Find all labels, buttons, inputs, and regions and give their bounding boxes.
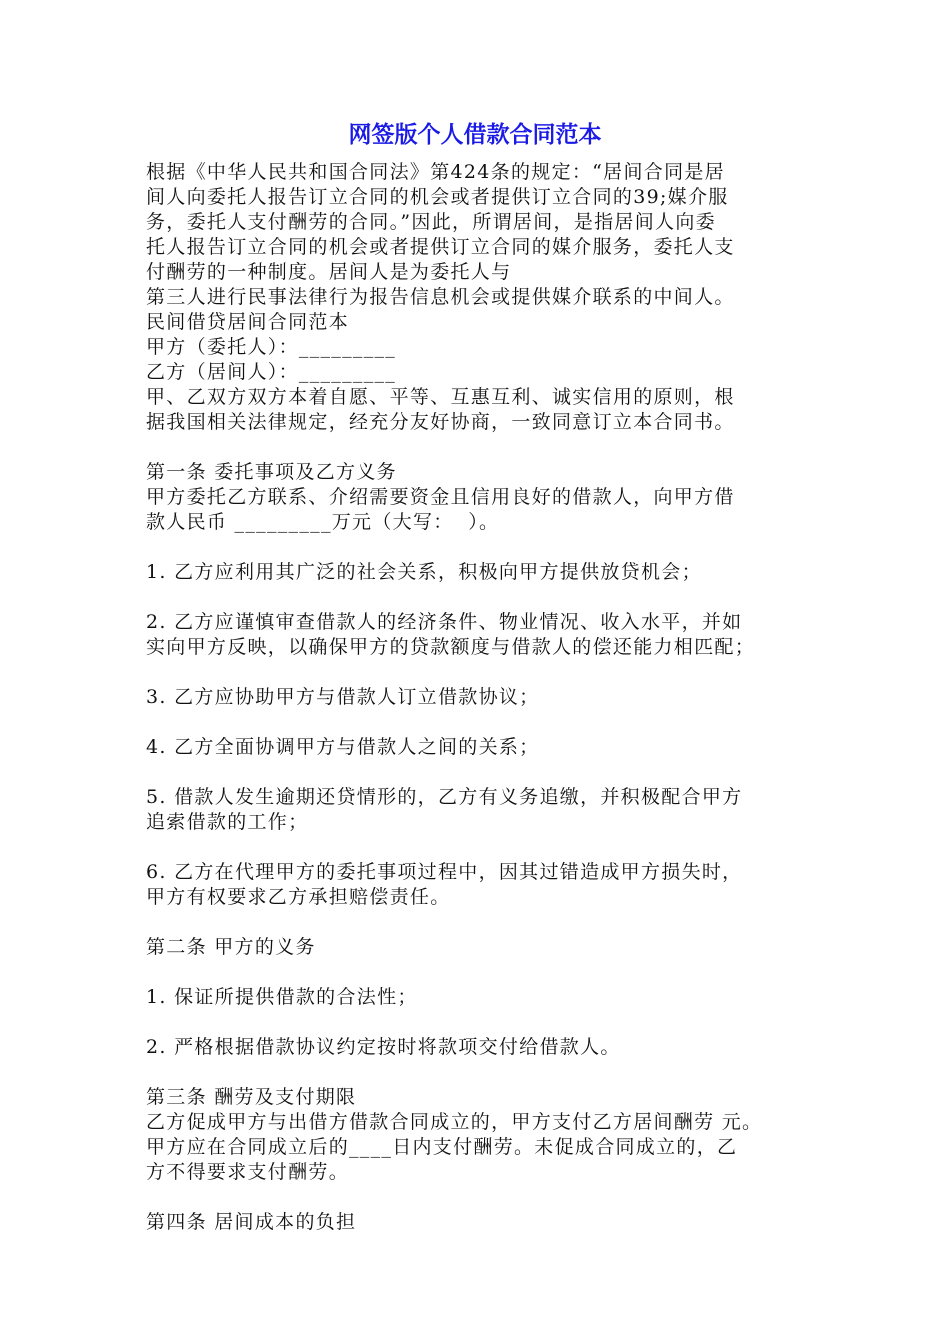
party-b-line: 乙方（居间人）：_________ [146,361,397,383]
text-line: 款人民币 _________万元（大写： ）。 [146,511,500,533]
section-heading: 第四条 居间成本的负担 [146,1211,357,1233]
text-line: 甲方委托乙方联系、介绍需要资金且信用良好的借款人，向甲方借 [146,486,735,508]
party-a-line: 甲方（委托人）：_________ [146,336,397,358]
text-line: 间人向委托人报告订立合同的机会或者提供订立合同的39;媒介服 [146,186,729,208]
text-line: 托人报告订立合同的机会或者提供订立合同的媒介服务，委托人支 [146,236,735,258]
paragraph-gap [146,535,810,560]
list-item: 1. 乙方应利用其广泛的社会关系，积极向甲方提供放贷机会； [146,561,702,583]
paragraph-gap [146,1010,810,1035]
text-line: 甲、乙双方双方本着自愿、平等、互惠互利、诚实信用的原则，根 [146,386,735,408]
text-line: 民间借贷居间合同范本 [146,311,350,333]
section-heading: 第三条 酬劳及支付期限 [146,1086,357,1108]
list-item: 2. 严格根据借款协议约定按时将款项交付给借款人。 [146,1036,621,1058]
paragraph-gap [146,585,810,610]
list-item: 2. 乙方应谨慎审查借款人的经济条件、物业情况、收入水平，并如 [146,611,743,633]
text-line: 根据《中华人民共和国合同法》第424条的规定：“居间合同是居 [146,161,725,183]
list-item: 5. 借款人发生逾期还贷情形的，乙方有义务追缴，并积极配合甲方 [146,786,743,808]
section-heading: 第二条 甲方的义务 [146,936,316,958]
document-title: 网签版个人借款合同范本 [348,122,602,148]
paragraph-gap [146,910,810,935]
paragraph-gap [146,660,810,685]
text-line: 追索借款的工作； [146,811,309,833]
paragraph-gap [146,710,810,735]
paragraph-gap [146,835,810,860]
paragraph-gap [146,1185,810,1210]
text-line: 乙方促成甲方与出借方借款合同成立的，甲方支付乙方居间酬劳 元。 [146,1111,763,1133]
paragraph-gap [146,760,810,785]
section-heading: 第一条 委托事项及乙方义务 [146,461,397,483]
text-line: 甲方应在合同成立后的____日内支付酬劳。未促成合同成立的，乙 [146,1136,738,1158]
paragraph-gap [146,1060,810,1085]
list-item: 6. 乙方在代理甲方的委托事项过程中，因其过错造成甲方损失时， [146,861,743,883]
text-line: 方不得要求支付酬劳。 [146,1161,350,1183]
list-item: 3. 乙方应协助甲方与借款人订立借款协议； [146,686,540,708]
paragraph-gap [146,960,810,985]
paragraph-gap [146,435,810,460]
list-item: 4. 乙方全面协调甲方与借款人之间的关系； [146,736,540,758]
text-line: 据我国相关法律规定，经充分友好协商，一致同意订立本合同书。 [146,411,735,433]
text-line: 付酬劳的一种制度。居间人是为委托人与 [146,261,512,283]
text-line: 实向甲方反映，以确保甲方的贷款额度与借款人的偿还能力相匹配； [146,636,756,658]
text-line: 第三人进行民事法律行为报告信息机会或提供媒介联系的中间人。 [146,286,735,308]
list-item: 1. 保证所提供借款的合法性； [146,986,418,1008]
text-line: 务，委托人支付酬劳的合同。”因此，所谓居间，是指居间人向委 [146,211,716,233]
text-line: 甲方有权要求乙方承担赔偿责任。 [146,886,451,908]
document-body [146,160,810,1235]
